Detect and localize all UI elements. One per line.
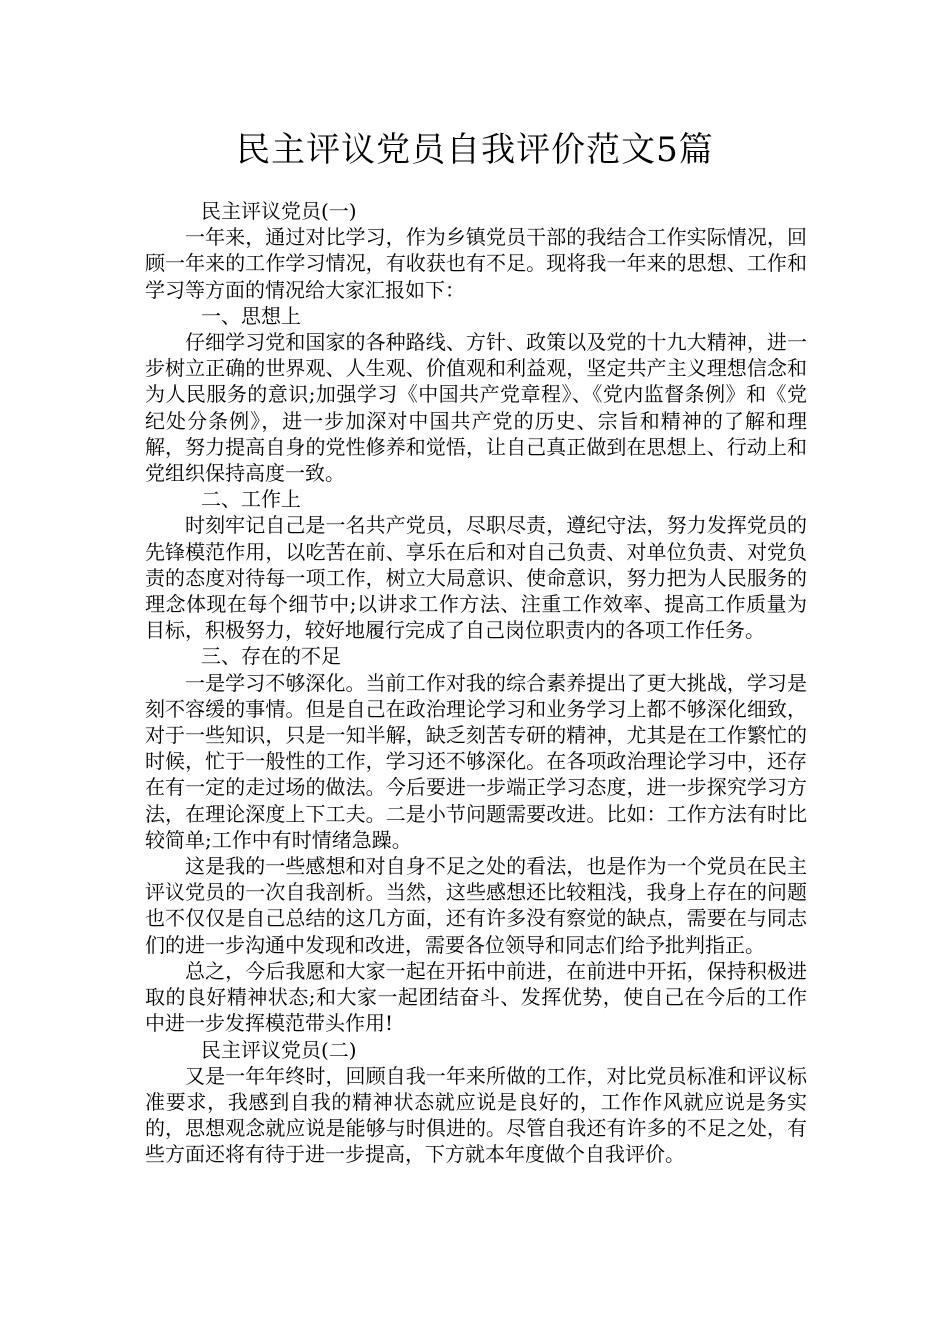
paragraph-work: 时刻牢记自己是一名共产党员，尽职尽责，遵纪守法，努力发挥党员的先锋模范作用，以吃苦在前、享乐在后和对自己负责、对单位负责、对党负责的态度对待每一项工作，树立大局意识、使命意识，努力把为人民服务的理念体现在每个细节中;以讲求工作方法、注重工作效率、提高工作质量为目标，积极努力，较好地履行完成了自己岗位职责内的各项工作任务。 [145, 513, 807, 643]
paragraph-intro: 一年来，通过对比学习，作为乡镇党员干部的我结合工作实际情况，回顾一年来的工作学习情况，有收获也有不足。现将我一年来的思想、工作和学习等方面的情况给大家汇报如下： [145, 225, 807, 302]
paragraph-shortcomings: 一是学习不够深化。当前工作对我的综合素养提出了更大挑战，学习是刻不容缓的事情。但是自己在政治理论学习和业务学习上都不够深化细致，对于一些知识，只是一知半解，缺乏刻苦专研的精神，尤其是在工作繁忙的时候，忙于一般性的工作，学习还不够深化。在各项政治理论学习中，还存在有一定的走过场的做法。今后要进一步端正学习态度，进一步探究学习方法，在理论深度上下工夫。二是小节问题需要改进。比如：工作方法有时比较简单;工作中有时情绪急躁。 [145, 670, 807, 852]
section-heading-2: 民主评议党员(二) [201, 1037, 357, 1062]
document-body [145, 198, 807, 1168]
paragraph-section2-intro: 又是一年年终时，回顾自我一年来所做的工作，对比党员标准和评议标准要求，我感到自我的精神状态就应说是良好的，工作作风就应说是务实的，思想观念就应说是能够与时俱进的。尽管自我还有许多的不足之处，有些方面还将有待于进一步提高，下方就本年度做个自我评价。 [145, 1063, 807, 1167]
section-heading-1: 民主评议党员(一) [201, 199, 357, 223]
document-title: 民主评议党员自我评价范文5篇 [236, 130, 714, 170]
subheading-work: 二、工作上 [201, 487, 301, 512]
paragraph-thought: 仔细学习党和国家的各种路线、方针、政策以及党的十九大精神，进一步树立正确的世界观、人生观、价值观和利益观，坚定共产主义理想信念和为人民服务的意识;加强学习《中国共产党章程》、《党内监督条例》和《党纪处分条例》，进一步加深对中国共产党的历史、宗旨和精神的了解和理解，努力提高自身的党性修养和觉悟，让自己真正做到在思想上、行动上和党组织保持高度一致。 [145, 330, 807, 486]
subheading-thought: 一、思想上 [201, 303, 301, 328]
subheading-shortcomings: 三、存在的不足 [201, 644, 341, 669]
paragraph-reflection: 这是我的一些感想和对自身不足之处的看法，也是作为一个党员在民主评议党员的一次自我剖析。当然，这些感想还比较粗浅，我身上存在的问题也不仅仅是自己总结的这几方面，还有许多没有察觉的缺点，需要在与同志们的进一步沟通中发现和改进，需要各位领导和同志们给予批判指正。 [145, 854, 807, 957]
paragraph-conclusion: 总之，今后我愿和大家一起在开拓中前进，在前进中开拓，保持积极进取的良好精神状态;和大家一起团结奋斗、发挥优势，使自己在今后的工作中进一步发挥模范带头作用! [145, 958, 807, 1036]
